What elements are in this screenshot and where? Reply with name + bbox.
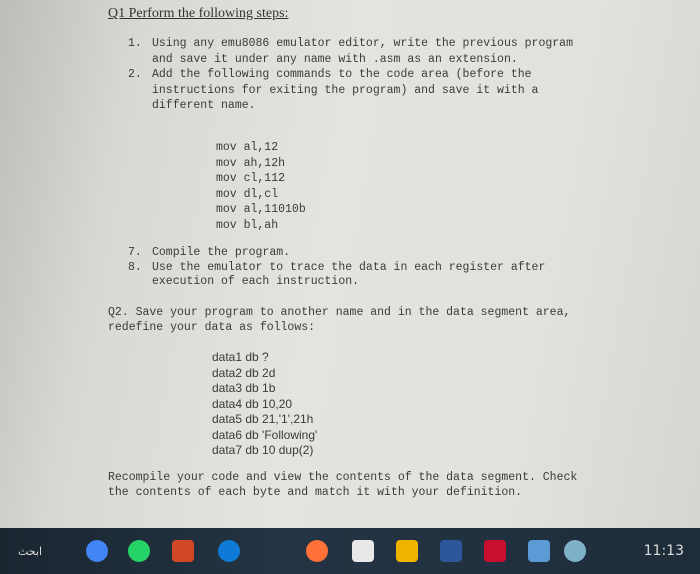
q1-steps — [128, 36, 598, 114]
clock[interactable] — [644, 540, 684, 562]
q2-data-block — [212, 350, 317, 459]
whatsapp-app-button[interactable] — [128, 540, 150, 562]
step-number: 2. — [128, 68, 142, 81]
firefox-app-button[interactable] — [306, 540, 328, 562]
step-text: Add the following commands to the code area (before the instructions for exiting the program) and save it with a different name. — [152, 68, 539, 112]
step-item — [128, 246, 598, 261]
data-line: data5 db 21,'1',21h — [212, 412, 314, 426]
store-app-button[interactable] — [396, 540, 418, 562]
code-line: mov al,12 — [216, 141, 279, 154]
q2-text: Q2. Save your program to another name and in the data segment area, redefine your data as follows: — [108, 306, 571, 334]
powerpoint-icon — [172, 540, 194, 562]
data-line: data3 db 1b — [212, 381, 276, 395]
taskbar — [0, 528, 700, 574]
search-label: ﺍﺑﺤﺚ — [17, 544, 43, 558]
step-number: 1. — [128, 37, 142, 50]
step-text: Use the emulator to trace the data in each register after execution of each instruction. — [152, 260, 546, 288]
photos-icon — [528, 540, 550, 562]
word-app-button[interactable] — [440, 540, 462, 562]
q1-steps-more — [128, 246, 598, 290]
file-explorer-button[interactable] — [352, 540, 374, 562]
step-text: Using any emu8086 emulator editor, write the previous program and save it under any name with .asm as an extension. — [152, 37, 573, 66]
step-item — [128, 36, 598, 67]
whatsapp-icon — [128, 540, 150, 562]
firefox-icon — [306, 540, 328, 562]
code-line: mov cl,112 — [216, 172, 286, 185]
clock-time: 11:13 — [643, 543, 684, 559]
step-item — [128, 261, 598, 290]
step-item — [128, 67, 598, 114]
data-line: data7 db 10 dup(2) — [212, 443, 314, 457]
onenote-app-button[interactable] — [484, 540, 506, 562]
store-icon — [396, 540, 418, 562]
data-line: data4 db 10,20 — [212, 396, 293, 411]
q1-title: Q1 Perform the following steps: — [108, 6, 289, 21]
weather-icon — [564, 540, 586, 562]
step-number: 7. — [128, 246, 142, 259]
step-text: Compile the program. — [152, 246, 291, 259]
photos-app-button[interactable] — [528, 540, 550, 562]
weather-app-button[interactable] — [564, 540, 586, 562]
edge-icon — [218, 540, 240, 562]
word-icon — [440, 540, 462, 562]
file-explorer-icon — [352, 540, 374, 562]
onenote-icon — [484, 540, 506, 562]
data-line: data1 db ? — [212, 350, 269, 364]
step-number: 8. — [128, 260, 142, 274]
search-button[interactable] — [0, 540, 60, 562]
chrome-icon — [86, 540, 108, 562]
data-line: data6 db 'Following' — [212, 427, 318, 442]
code-line: mov ah,12h — [216, 156, 286, 170]
edge-app-button[interactable] — [218, 540, 240, 562]
chrome-app-button[interactable] — [86, 540, 108, 562]
powerpoint-app-button[interactable] — [172, 540, 194, 562]
data-line: data2 db 2d — [212, 365, 276, 380]
code-line: mov bl,ah — [216, 218, 279, 232]
q1-code-block — [216, 140, 306, 233]
recompile-text: Recompile your code and view the contents of the data segment. Check the contents of each byte and match it with your definition. — [108, 471, 578, 499]
code-line: mov dl,cl — [216, 187, 279, 201]
code-line: mov al,11010b — [216, 203, 306, 216]
